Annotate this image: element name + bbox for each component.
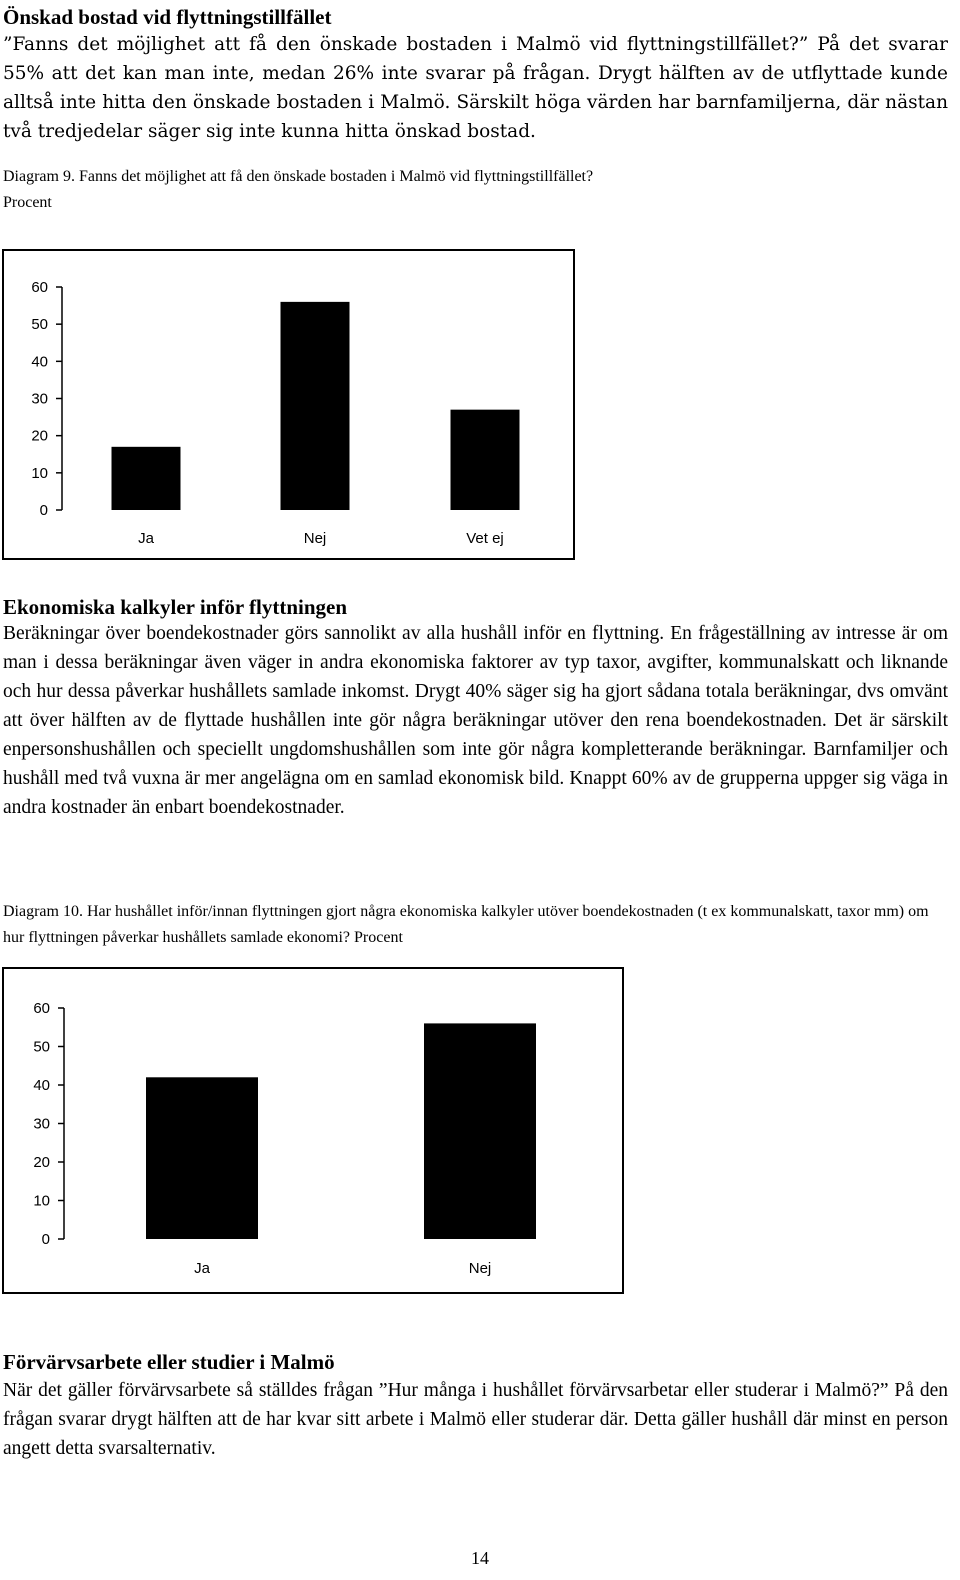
paragraph-bostad: ”Fanns det möjlighet att få den önskade bostaden i Malmö vid flyttningstillfället?” På det svarar 55% att det kan man inte, medan 26% inte svarar på frågan. Drygt hälften av de utflyttade kunde alltså inte hitta den önskade bostaden i Malmö. Särskilt höga värden har barnfamiljerna, där nästan två tredjedelar säger sig inte kunna hitta önskad bostad. [3,34,948,142]
diagram-9-bar-nej [281,302,350,510]
diagram-9-frame [2,249,575,560]
paragraph-forvarvsarbete: När det gäller förvärvsarbete så ställdes frågan ”Hur många i hushållet förvärvsarbetar eller studerar i Malmö?” På den frågan svarar drygt hälften att de har kvar sitt arbete i Malmö eller studerar där. Detta gäller hushåll där minst en person angett detta svarsalternativ. [3,1380,948,1459]
section-heading-bostad: Önskad bostad vid flyttningstillfället [3,5,332,29]
diagram-9-chart [4,251,573,558]
diagram-9-x-tick-label: Vet ej [466,530,504,547]
diagram-10-bar-nej [424,1023,536,1239]
diagram-10-x-tick-label: Nej [468,1260,492,1277]
diagram-10-y-tick-label: 10 [33,1192,50,1210]
section-heading-forvarvsarbete: Förvärvsarbete eller studier i Malmö [3,1350,335,1374]
diagram-10-y-tick-label: 40 [33,1077,50,1094]
diagram-9-y-tick-label: 30 [31,390,48,408]
diagram-9-y-tick-label: 50 [31,316,48,334]
diagram-10-y-tick-label: 60 [33,1000,50,1017]
diagram-9-x-tick-label: Ja [138,530,154,547]
diagram-10-caption: Diagram 10. Har hushållet inför/innan flyttningen gjort några ekonomiska kalkyler utöver boendekostnaden (t ex kommunalskatt, taxor mm) om hur flyttningen påverkar hushållets samlade ekonomi? Procent [3,903,929,946]
diagram-9-y-tick-label: 60 [31,279,48,296]
diagram-10-bar-ja [146,1077,258,1239]
diagram-10-y-tick-label: 0 [41,1231,50,1248]
diagram-9-y-tick-label: 10 [31,464,48,482]
diagram-9-y-tick-label: 40 [31,353,48,371]
page-number: 14 [471,1548,489,1568]
diagram-9-y-tick-label: 0 [39,502,48,519]
diagram-10-x-tick-label: Ja [194,1260,210,1277]
paragraph-ekonomiska-kalkyler: Beräkningar över boendekostnader görs sannolikt av alla hushåll inför en flyttning. En frågeställning av intresse är om man i dessa beräkningar även väger in andra ekonomiska faktorer av typ taxor, avgifter, kommunalskatt och liknande och hur dessa påverkar hushållets samlade inkomst. Drygt 40% säger sig ha gjort sådana totala beräkningar, dvs omvänt att över hälften av de flyttade hushållen inte gör några beräkningar utöver den rena boendekostnaden. Det är särskilt enpersonshushållen och speciellt ungdomshushållen som inte gör några kompletterande beräkningar. Barnfamiljer och hushåll med två vuxna är mer angelägna om en samlad ekonomisk bild. Knappt 60% av de grupperna uppger sig väga in andra kostnader än enbart boendekostnader. [3,623,948,818]
diagram-9-y-tick-label: 20 [31,427,48,445]
diagram-10-y-tick-label: 30 [33,1115,50,1133]
diagram-10-chart [4,969,622,1292]
diagram-9-bar-ja [112,447,181,510]
diagram-10-frame [2,967,624,1294]
diagram-9-caption: Diagram 9. Fanns det möjlighet att få den önskade bostaden i Malmö vid flyttningstillfället? Procent [3,168,594,211]
section-heading-ekonomiska-kalkyler: Ekonomiska kalkyler inför flyttningen [3,595,348,619]
diagram-9-x-tick-label: Nej [303,530,327,547]
diagram-10-y-tick-label: 20 [33,1154,50,1171]
diagram-10-y-tick-label: 50 [33,1038,50,1056]
diagram-9-bar-vet-ej [451,410,520,510]
